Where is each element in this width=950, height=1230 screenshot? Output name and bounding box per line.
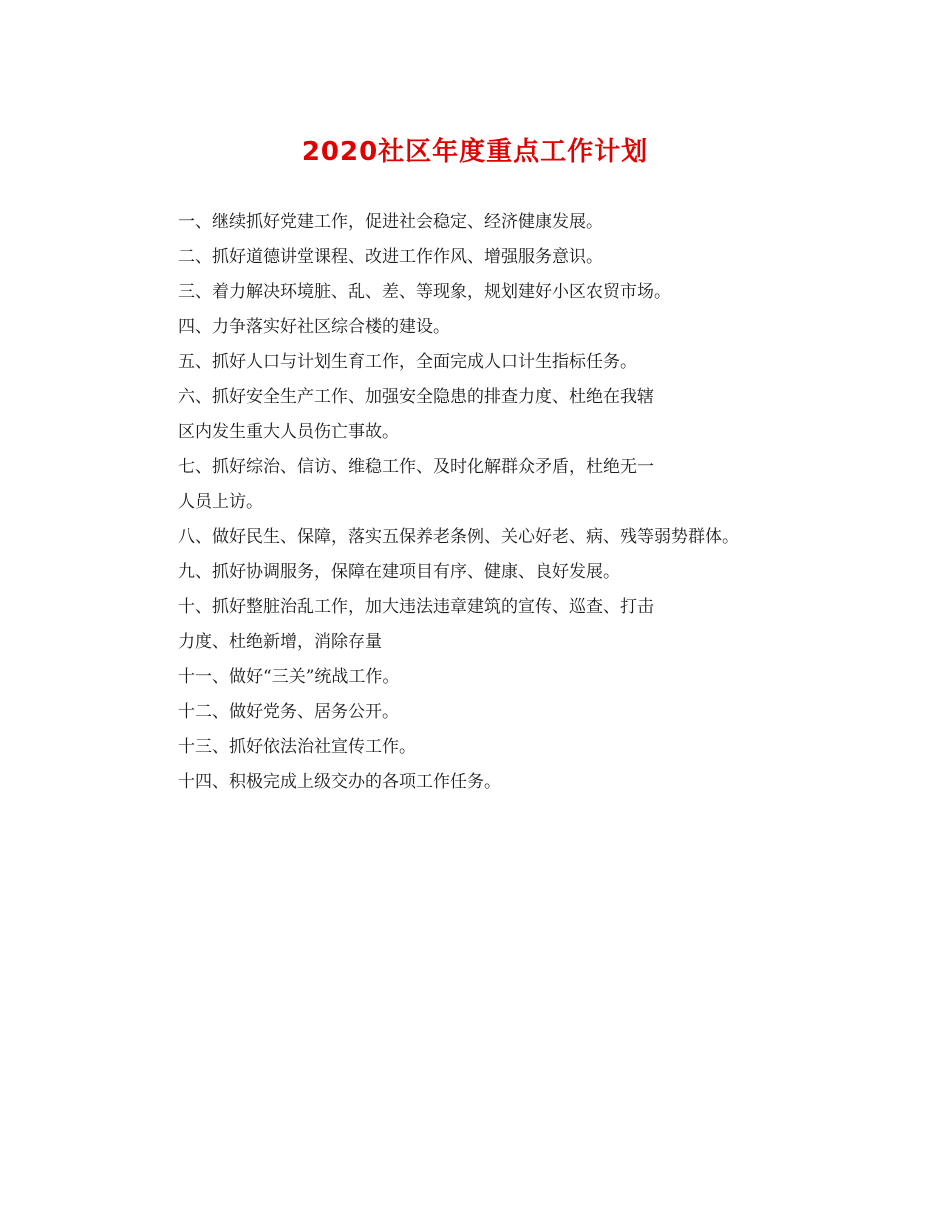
plan-line: 十二、做好党务、居务公开。 <box>178 702 399 722</box>
plan-line: 八、做好民生、保障，落实五保养老条例、关心好老、病、残等弱势群体。 <box>178 527 739 547</box>
plan-line-continuation: 人员上访。 <box>178 492 263 512</box>
plan-line: 六、抓好安全生产工作、加强安全隐患的排查力度、杜绝在我辖 <box>178 387 654 407</box>
plan-line: 四、力争落实好社区综合楼的建设。 <box>178 317 450 337</box>
plan-line-continuation: 力度、杜绝新增，消除存量 <box>178 632 382 652</box>
plan-line: 二、抓好道德讲堂课程、改进工作作风、增强服务意识。 <box>178 247 603 267</box>
plan-line: 一、继续抓好党建工作，促进社会稳定、经济健康发展。 <box>178 212 603 232</box>
plan-line-continuation: 区内发生重大人员伤亡事故。 <box>178 422 399 442</box>
plan-line: 七、抓好综治、信访、维稳工作、及时化解群众矛盾，杜绝无一 <box>178 457 654 477</box>
plan-line: 三、着力解决环境脏、乱、差、等现象，规划建好小区农贸市场。 <box>178 282 671 302</box>
plan-line: 十、抓好整脏治乱工作，加大违法违章建筑的宣传、巡查、打击 <box>178 597 654 617</box>
plan-line: 十四、积极完成上级交办的各项工作任务。 <box>178 772 501 792</box>
plan-line: 十三、抓好依法治社宣传工作。 <box>178 737 416 757</box>
plan-line: 九、抓好协调服务，保障在建项目有序、健康、良好发展。 <box>178 562 620 582</box>
plan-line: 十一、做好“三关”统战工作。 <box>178 667 400 687</box>
plan-list <box>178 205 818 800</box>
plan-line: 五、抓好人口与计划生育工作，全面完成人口计生指标任务。 <box>178 352 637 372</box>
document-title: 2020社区年度重点工作计划 <box>301 137 649 167</box>
